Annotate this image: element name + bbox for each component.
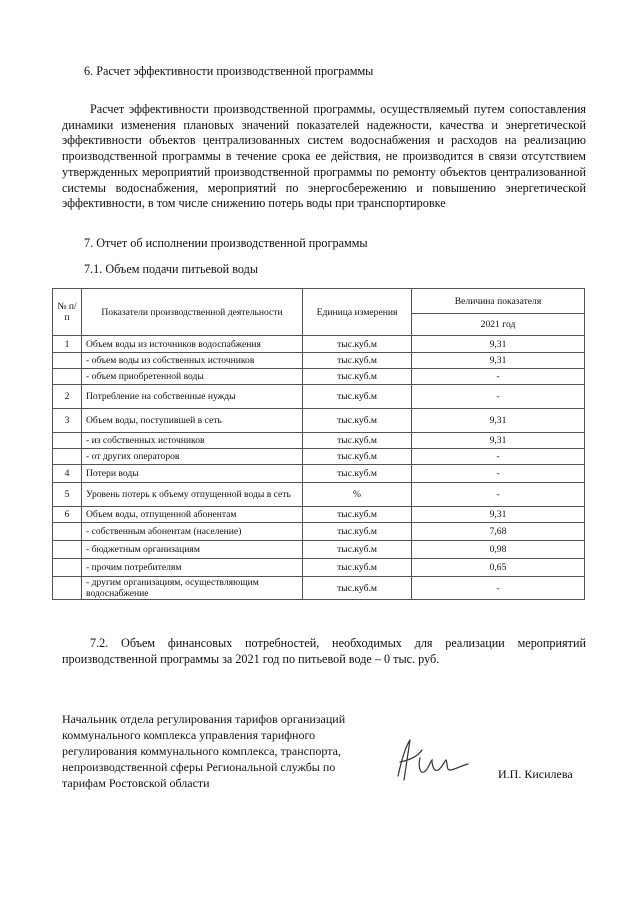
row-num [53, 369, 82, 385]
table-row [53, 577, 585, 600]
row-value: 9,31 [412, 336, 585, 353]
row-value: - [412, 385, 585, 409]
row-num: 2 [53, 385, 82, 409]
row-num [53, 541, 82, 559]
row-value: 9,31 [412, 507, 585, 523]
row-unit: % [303, 483, 412, 507]
row-value: - [412, 577, 585, 600]
row-indicator: Объем воды из источников водоспабжения [82, 336, 303, 353]
section-7-1-heading: 7.1. Объем подачи питьевой воды [84, 262, 259, 276]
table-row [53, 449, 585, 465]
row-unit: тыс.куб.м [303, 409, 412, 433]
row-value: - [412, 449, 585, 465]
row-value: - [412, 483, 585, 507]
row-value: 0,98 [412, 541, 585, 559]
header-value: Величина показателя [412, 289, 585, 314]
row-unit: тыс.куб.м [303, 353, 412, 369]
header-indicator: Показатели производственной деятельности [82, 289, 303, 336]
row-value: - [412, 465, 585, 483]
header-year: 2021 год [412, 314, 585, 336]
row-num: 5 [53, 483, 82, 507]
table-row [53, 523, 585, 541]
row-num: 3 [53, 409, 82, 433]
row-unit: тыс.куб.м [303, 465, 412, 483]
row-num: 1 [53, 336, 82, 353]
section-6-heading: 6. Расчет эффективности производственной программы [84, 64, 374, 78]
row-indicator: Объем воды, поступившей в сеть [82, 409, 303, 433]
row-indicator: - из собственных источников [82, 433, 303, 449]
row-value: 7,68 [412, 523, 585, 541]
signer-name: И.П. Кисилева [498, 767, 573, 781]
row-indicator: Объем воды, отпущенной абонентам [82, 507, 303, 523]
signer-position: Начальник отдела регулирования тарифов организаций коммунального комплекса управления тарифного регулирования коммунального комплекса, транспорта, непроизводственной сферы Региональной службы по тарифам Ростовской области [62, 712, 346, 790]
row-num: 6 [53, 507, 82, 523]
row-indicator: Потребление на собственные нужды [82, 385, 303, 409]
row-unit: тыс.куб.м [303, 449, 412, 465]
row-num [53, 433, 82, 449]
row-num: 4 [53, 465, 82, 483]
row-unit: тыс.куб.м [303, 541, 412, 559]
row-value: - [412, 369, 585, 385]
row-unit: тыс.куб.м [303, 369, 412, 385]
table-row [53, 507, 585, 523]
row-indicator: - объем приобретенной воды [82, 369, 303, 385]
table-row [53, 465, 585, 483]
row-indicator: - объем воды из собственных источников [82, 353, 303, 369]
row-indicator: Потери воды [82, 465, 303, 483]
table-row [53, 385, 585, 409]
table-row [53, 409, 585, 433]
header-num: № п/п [53, 289, 82, 336]
table-row [53, 353, 585, 369]
row-unit: тыс.куб.м [303, 559, 412, 577]
table-body [53, 336, 585, 600]
row-unit: тыс.куб.м [303, 433, 412, 449]
row-unit: тыс.куб.м [303, 577, 412, 600]
row-value: 9,31 [412, 353, 585, 369]
section-6-text: Расчет эффективности производственной программы, осуществляемый путем сопоставления динамики изменения плановых значений показателей надежности, качества и энергетической эффективности объектов централизованных систем водоснабжения и расходов на реализацию производственной программы в течение срока ее действия, не производится в связи отсутствием утвержденных мероприятий производственной программы по ремонту объектов централизованной системы водоснабжения, мероприятий по энергосбережению и повышению энергетической эффективности, в том числе снижению потерь воды при транспортировке [62, 102, 586, 211]
row-value: 9,31 [412, 433, 585, 449]
row-indicator: - собственным абонентам (население) [82, 523, 303, 541]
row-unit: тыс.куб.м [303, 523, 412, 541]
section-7-heading: 7. Отчет об исполнении производственной программы [84, 236, 368, 250]
row-num [53, 523, 82, 541]
row-indicator: Уровень потерь к объему отпущенной воды в сеть [82, 483, 303, 507]
row-num [53, 559, 82, 577]
header-unit: Единица измерения [303, 289, 412, 336]
row-value: 9,31 [412, 409, 585, 433]
water-supply-table [52, 288, 585, 600]
table-row [53, 559, 585, 577]
row-indicator: - другим организациям, осуществляющим водоснабжение [82, 577, 303, 600]
section-7-2-text: 7.2. Объем финансовых потребностей, необходимых для реализации мероприятий производственной программы за 2021 год по питьевой воде – 0 тыс. руб. [62, 636, 586, 666]
row-num [53, 353, 82, 369]
table-row [53, 541, 585, 559]
handwritten-signature [390, 736, 470, 786]
row-value: 0,65 [412, 559, 585, 577]
row-num [53, 449, 82, 465]
table-row [53, 483, 585, 507]
row-num [53, 577, 82, 600]
row-unit: тыс.куб.м [303, 385, 412, 409]
row-indicator: - бюджетным организациям [82, 541, 303, 559]
row-indicator: - от других операторов [82, 449, 303, 465]
row-unit: тыс.куб.м [303, 507, 412, 523]
table-row [53, 336, 585, 353]
row-indicator: - прочим потребителям [82, 559, 303, 577]
table-row [53, 369, 585, 385]
table-row [53, 433, 585, 449]
row-unit: тыс.куб.м [303, 336, 412, 353]
